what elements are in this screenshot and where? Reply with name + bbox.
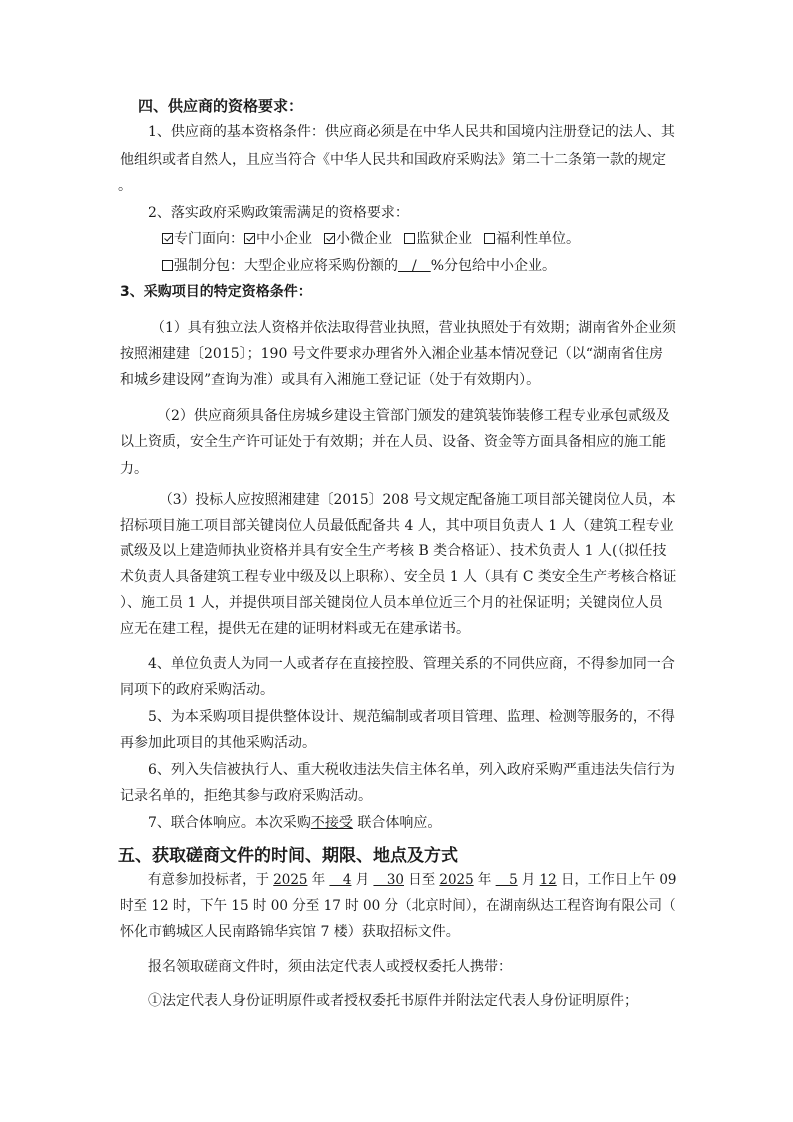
- sec5-text: 日至: [403, 872, 440, 888]
- subcontract-blank: /: [398, 258, 431, 274]
- sec5-line3: 怀化市鹤城区人民南路锦华宾馆 7 楼）获取招标文件。: [120, 924, 460, 940]
- checkbox-subcontract[interactable]: [162, 260, 173, 271]
- dedicated-row: [162, 229, 580, 249]
- item3-line3: 贰级及以上建造师执业资格并具有安全生产考核 B 类合格证）、技术负责人 1 人(（拟任技: [120, 543, 667, 559]
- para4-line2: 同项下的政府采购活动。: [120, 682, 274, 698]
- para5-line1: 5、为本采购项目提供整体设计、规范编制或者项目管理、监理、检测等服务的，不得: [148, 709, 675, 725]
- para1-line2: 他组织或者自然人，且应当符合《中华人民共和国政府采购法》第二十二条第一款的规定: [120, 152, 666, 168]
- sec5-text: 年: [473, 872, 496, 888]
- sec5-line2: 时至 12 时，下午 15 时 00 分至 17 时 00 分（北京时间），在湖南纵达工程咨询有限公司（: [120, 898, 676, 914]
- end-year: 2025: [439, 872, 474, 888]
- start-day: 30: [373, 872, 404, 888]
- sec5-note: 报名领取磋商文件时，须由法定代表人或授权委托人携带：: [148, 959, 512, 975]
- item3-line4: 术负责人具备建筑工程专业中级及以上职称）、安全员 1 人（具有 C 类安全生产考核合格证: [120, 569, 677, 585]
- para6-line2: 记录名单的，拒绝其参与政府采购活动。: [120, 788, 372, 804]
- end-month: 5: [495, 872, 518, 888]
- para1-line3: 。: [118, 178, 132, 194]
- para1-line1: 1、供应商的基本资格条件：供应商必须是在中华人民共和国境内注册登记的法人、其: [148, 124, 675, 140]
- item2-line1: （2）供应商须具备住房城乡建设主管部门颁发的建筑装饰装修工程专业承包贰级及: [157, 408, 670, 424]
- item2-line2: 以上资质，安全生产许可证处于有效期；并在人员、设备、资金等方面具备相应的施工能: [120, 434, 666, 450]
- para6-line1: 6、列入失信被执行人、重大税收违法失信主体名单，列入政府采购严重违法失信行为: [148, 762, 675, 778]
- checkbox-dedicated[interactable]: [162, 233, 173, 244]
- item1-line2: 按照湘建建〔2015〕；190 号文件要求办理省外入湘企业基本情况登记（以“湖南省住房: [120, 346, 663, 362]
- end-day: 12: [539, 872, 557, 888]
- para2-title: 2、落实政府采购政策需满足的资格要求：: [148, 205, 409, 221]
- sec5-text: 日，工作日上午 09: [556, 872, 677, 888]
- sec5-text: 有意参加投标者，于: [148, 872, 274, 888]
- section4-heading: 四、供应商的资格要求：: [138, 97, 304, 115]
- sec5-line1: [148, 870, 676, 890]
- sec5-text: 月: [351, 872, 374, 888]
- item3-line1: （3）投标人应按照湘建建〔2015〕208 号文规定配备施工项目部关键岗位人员，本: [159, 492, 676, 508]
- sec5-text: 月: [517, 872, 540, 888]
- option-welfare-label: 福利性单位。: [496, 231, 580, 247]
- sub3-heading: 3、采购项目的特定资格条件：: [120, 284, 312, 300]
- para4-line1: 4、单位负责人为同一人或者存在直接控股、管理关系的不同供应商，不得参加同一合: [148, 656, 675, 672]
- checkbox-welfare[interactable]: [484, 233, 495, 244]
- section5-heading: 五、获取磋商文件的时间、期限、地点及方式: [118, 846, 458, 866]
- para7-after: 联合体响应。: [352, 815, 442, 831]
- subcontract-row: [162, 256, 556, 276]
- option-prison-label: 监狱企业: [416, 231, 472, 247]
- item3-line5: ）、施工员 1 人，并提供项目部关键岗位人员本单位近三个月的社保证明；关键岗位人员: [120, 595, 663, 611]
- subcontract-text-after: %分包给中小企业。: [430, 258, 557, 274]
- start-year: 2025: [273, 872, 308, 888]
- para7-before: 7、联合体响应。本次采购: [148, 815, 311, 831]
- start-month: 4: [329, 872, 352, 888]
- dedicated-label: 专门面向：: [174, 231, 244, 247]
- item3-line2: 招标项目施工项目部关键岗位人员最低配备共 4 人，其中项目负责人 1 人（建筑工程专业: [120, 518, 674, 534]
- consortium-value: 不接受: [310, 815, 353, 831]
- option-sme-label: 中小企业: [256, 231, 312, 247]
- sec5-item1: ①法定代表人身份证明原件或者授权委托书原件并附法定代表人身份证明原件；: [148, 993, 638, 1009]
- item1-line1: （1）具有独立法人资格并依法取得营业执照，营业执照处于有效期；湖南省外企业须: [151, 320, 676, 336]
- item1-line3: 和城乡建设网”查询为准）或具有入湘施工登记证（处于有效期内）。: [120, 372, 541, 388]
- option-micro-label: 小微企业: [336, 231, 392, 247]
- subcontract-text-before: 强制分包：大型企业应将采购份额的: [174, 258, 398, 274]
- item3-line6: 应无在建工程，提供无在建的证明材料或无在建承诺书。: [120, 621, 470, 637]
- para5-line2: 再参加此项目的其他采购活动。: [120, 735, 316, 751]
- sec5-text: 年: [307, 872, 330, 888]
- item2-line3: 力。: [120, 461, 148, 477]
- checkbox-prison[interactable]: [404, 233, 415, 244]
- checkbox-sme[interactable]: [244, 233, 255, 244]
- checkbox-micro[interactable]: [324, 233, 335, 244]
- para7: [148, 813, 441, 833]
